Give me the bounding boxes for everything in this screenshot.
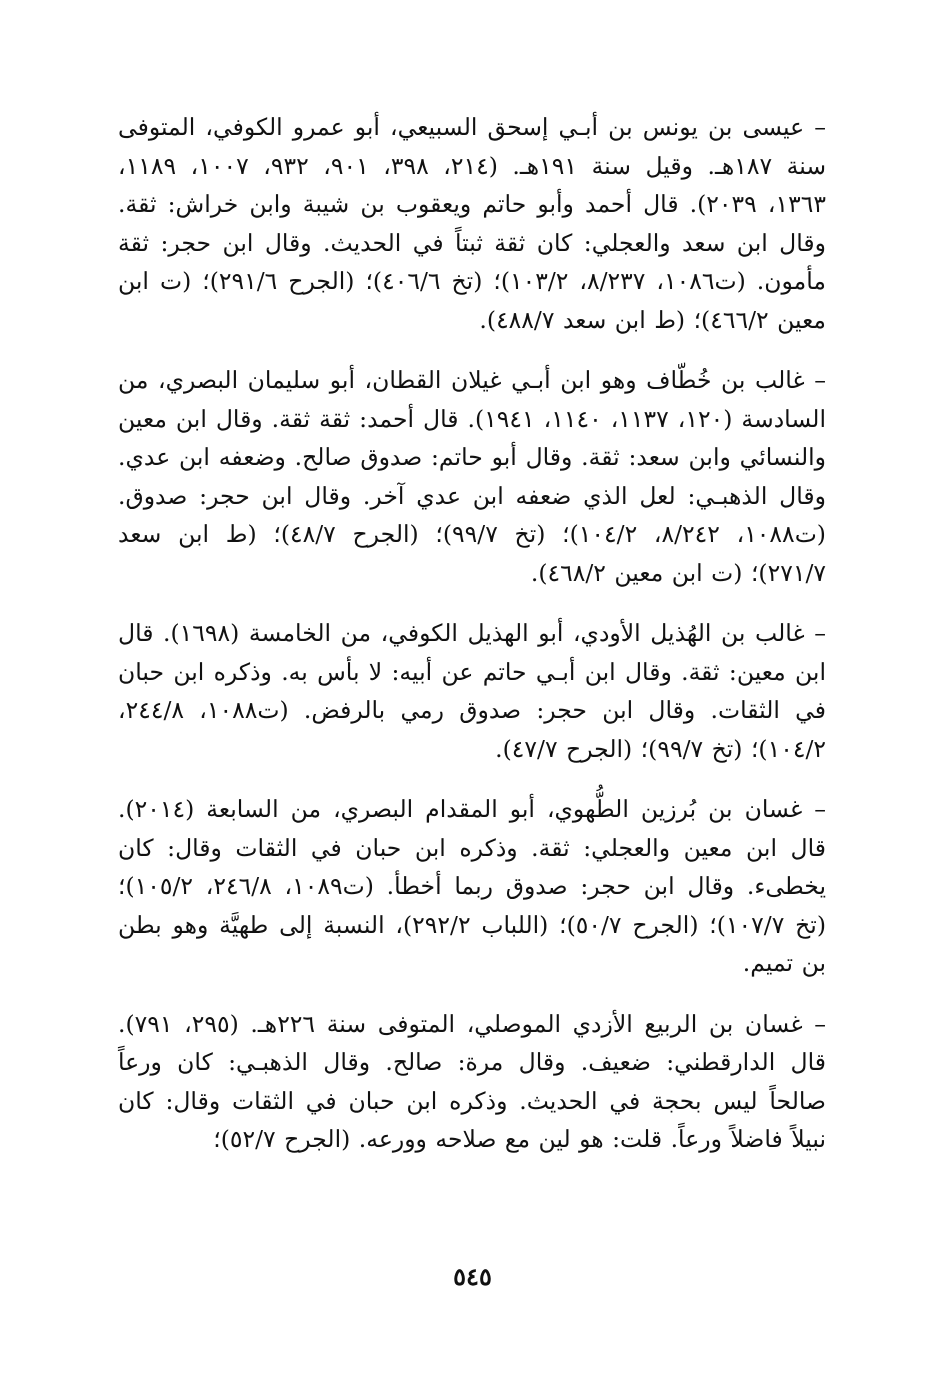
entry-text: – عيسى بن يونس بن أبـي إسحق السبيعي، أبو عمرو الكوفي، المتوفى سنة ١٨٧هـ. وقيل سنة ١٩١هـ. (٢١٤، ٣٩٨، ٩٠١، ٩٣٢، ١٠٠٧، ١١٨٩، ١٣٦٣، ٢٠٣٩). قال أحمد وأبو حاتم ويعقوب بن شيبة وابن خراش: ثقة. وقال ابن سعد والعجلي: كان ثقة ثبتاً في الحديث. وقال ابن حجر: ثقة مأمون. (ت١٠٨٦، ٨/٢٣٧، ١٠٣/٢)؛ (تخ ٤٠٦/٦)؛ (الجرح ٢٩١/٦)؛ (ت ابن معين ٤٦٦/٢)؛ (ط ابن سعد ٤٨٨/٧). xyxy=(118,113,827,334)
entry-ghassan-ibn-burzin xyxy=(118,790,826,983)
page-number: ٥٤٥ xyxy=(453,1262,492,1291)
entry-text: – غسان بن الربيع الأزدي الموصلي، المتوفى سنة ٢٢٦هـ. (٢٩٥، ٧٩١). قال الدارقطني: ضعيف. وقال مرة: صالح. وقال الذهبـي: كان ورعاً صالحاً ليس بحجة في الحديث. وذكره ابن حبان في الثقات وقال: كان نبيلاً فاضلاً ورعاً. قلت: هو لين مع صلاحه وورعه. (الجرح ٥٢/٧)؛ xyxy=(118,1009,826,1153)
entry-ghalib-ibn-al-hudhayl xyxy=(118,614,826,768)
entry-text: – غالب بن خُطّاف وهو ابن أبـي غيلان القطان، أبو سليمان البصري، من السادسة (١٢٠، ١١٣٧، ١١٤٠، ١٩٤١). قال أحمد: ثقة ثقة. وقال ابن معين والنسائي وابن سعد: ثقة. وقال أبو حاتم: صدوق صالح. وضعفه ابن عدي. وقال الذهبـي: لعل الذي ضعفه ابن عدي آخر. وقال ابن حجر: صدوق. (ت١٠٨٨، ٨/٢٤٢، ١٠٤/٢)؛ (تخ ٩٩/٧)؛ (الجرح ٤٨/٧)؛ (ط ابن سعد ٢٧١/٧)؛ (ت ابن معين ٤٦٨/٢). xyxy=(118,366,826,587)
entry-text: – غسان بن بُرزين الطُّهوي، أبو المقدام البصري، من السابعة (٢٠١٤). قال ابن معين والعجلي: ثقة. وذكره ابن حبان في الثقات وقال: كان يخطىء. وقال ابن حجر: صدوق ربما أخطأ. (ت١٠٨٩، ٢٤٦/٨، ١٠٥/٢)؛ (تخ ١٠٧/٧)؛ (الجرح ٥٠/٧)؛ (اللباب ٢٩٢/٢)، النسبة إلى طهيَّة وهو بطن بن تميم. xyxy=(118,795,827,977)
entry-ghalib-ibn-khuttaf xyxy=(118,361,826,592)
entry-ghassan-ibn-al-rabi xyxy=(118,1005,826,1159)
page-body xyxy=(118,108,826,1181)
entry-isa-ibn-yunus xyxy=(118,108,826,339)
entry-text: – غالب بن الهُذيل الأودي، أبو الهذيل الكوفي، من الخامسة (١٦٩٨). قال ابن معين: ثقة. وقال ابن أبـي حاتم عن أبيه: لا بأس به. وذكره ابن حبان في الثقات. وقال ابن حجر: صدوق رمي بالرفض. (ت١٠٨٨، ٢٤٤/٨، ١٠٤/٢)؛ (تخ ٩٩/٧)؛ (الجرح ٤٧/٧). xyxy=(118,619,826,763)
